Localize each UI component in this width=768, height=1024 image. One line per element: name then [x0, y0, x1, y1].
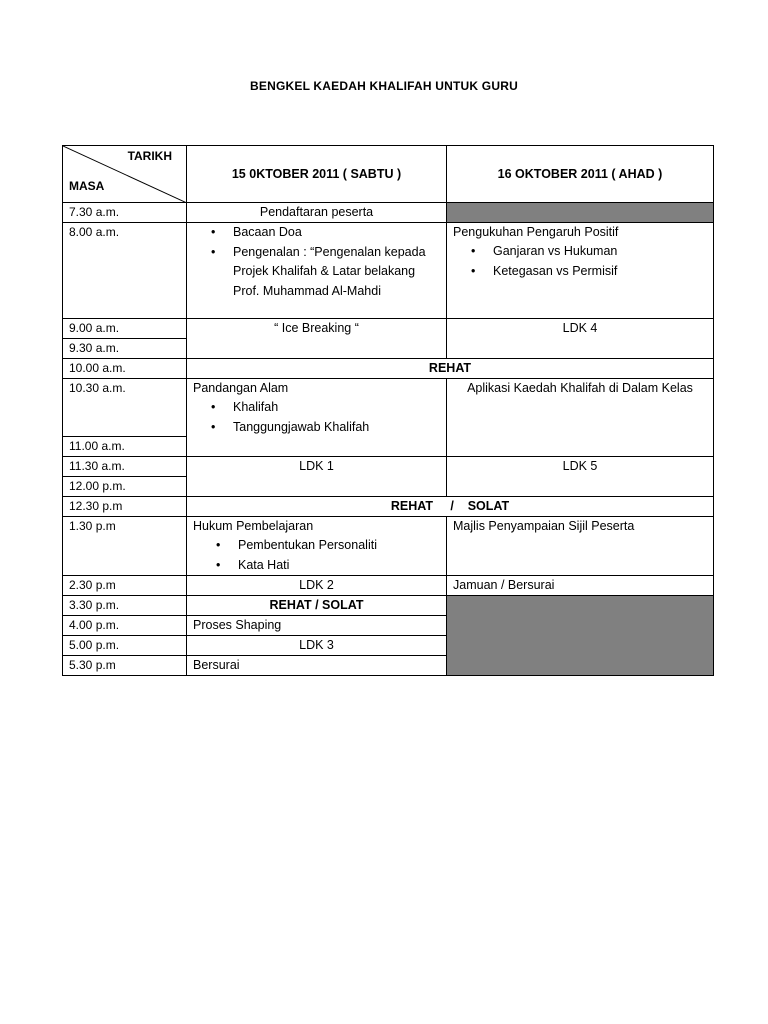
table-row — [63, 576, 714, 596]
day1-cell: LDK 3 — [187, 636, 447, 656]
day1-cell: Bersurai — [187, 656, 447, 676]
break-cell: REHAT — [187, 359, 714, 379]
day1-cell — [187, 517, 447, 576]
tarikh-label: TARIKH — [127, 149, 172, 163]
time-cell: 10.30 a.m. — [63, 379, 187, 437]
table-row — [63, 457, 714, 477]
time-cell: 5.30 p.m — [63, 656, 187, 676]
bullet-list — [193, 223, 440, 301]
table-row — [63, 223, 714, 319]
day1-cell: LDK 1 — [187, 457, 447, 497]
cell-heading: Pandangan Alam — [193, 381, 289, 395]
time-cell: 8.00 a.m. — [63, 223, 187, 319]
day1-cell — [187, 223, 447, 319]
schedule-table — [62, 145, 714, 676]
day2-cell: LDK 4 — [447, 319, 714, 359]
day2-header: 16 OKTOBER 2011 ( AHAD ) — [447, 146, 714, 203]
time-cell: 4.00 p.m. — [63, 616, 187, 636]
day2-empty-cell — [447, 596, 714, 676]
masa-label: MASA — [69, 179, 105, 193]
day1-cell: REHAT / SOLAT — [187, 596, 447, 616]
table-header-row — [63, 146, 714, 203]
list-item: • Kata Hati — [238, 556, 440, 576]
list-item: • Ganjaran vs Hukuman — [493, 242, 707, 262]
day2-cell: LDK 5 — [447, 457, 714, 497]
time-cell: 2.30 p.m — [63, 576, 187, 596]
table-row — [63, 379, 714, 437]
bullet-list — [453, 242, 707, 281]
day1-cell: LDK 2 — [187, 576, 447, 596]
list-item: • Pengenalan : “Pengenalan kepada Projek Khalifah & Latar belakang Prof. Muhammad Al-Mahdi — [233, 243, 440, 302]
cell-heading: Pengukuhan Pengaruh Positif — [453, 225, 619, 239]
time-cell: 12.00 p.m. — [63, 477, 187, 497]
table-row — [63, 359, 714, 379]
time-cell: 5.00 p.m. — [63, 636, 187, 656]
list-item: • Tanggungjawab Khalifah — [233, 418, 440, 438]
list-item: • Khalifah — [233, 398, 440, 418]
time-cell: 3.30 p.m. — [63, 596, 187, 616]
document-title: BENGKEL KAEDAH KHALIFAH UNTUK GURU — [250, 79, 518, 93]
list-item: • Pembentukan Personaliti — [238, 536, 440, 556]
time-cell: 12.30 p.m — [63, 497, 187, 517]
day2-cell: Jamuan / Bersurai — [447, 576, 714, 596]
break-cell: REHAT / SOLAT — [187, 497, 714, 517]
day1-cell: Proses Shaping — [187, 616, 447, 636]
day1-cell: Pendaftaran peserta — [187, 203, 447, 223]
table-row — [63, 319, 714, 339]
day2-cell: Aplikasi Kaedah Khalifah di Dalam Kelas — [447, 379, 714, 457]
time-cell: 11.30 a.m. — [63, 457, 187, 477]
table-row — [63, 517, 714, 576]
header-corner-cell — [63, 146, 187, 203]
day1-cell — [187, 379, 447, 457]
time-cell: 10.00 a.m. — [63, 359, 187, 379]
day1-header: 15 0KTOBER 2011 ( SABTU ) — [187, 146, 447, 203]
time-cell: 9.30 a.m. — [63, 339, 187, 359]
day1-cell: “ Ice Breaking “ — [187, 319, 447, 359]
bullet-list — [193, 536, 440, 575]
time-cell: 9.00 a.m. — [63, 319, 187, 339]
bullet-list — [193, 398, 440, 437]
table-row — [63, 497, 714, 517]
cell-heading: Hukum Pembelajaran — [193, 519, 314, 533]
list-item: • Bacaan Doa — [233, 223, 440, 243]
list-item: • Ketegasan vs Permisif — [493, 262, 707, 282]
table-row — [63, 596, 714, 616]
day2-cell: Majlis Penyampaian Sijil Peserta — [447, 517, 714, 576]
table-row — [63, 203, 714, 223]
time-cell: 11.00 a.m. — [63, 437, 187, 457]
time-cell: 1.30 p.m — [63, 517, 187, 576]
day2-cell — [447, 223, 714, 319]
time-cell: 7.30 a.m. — [63, 203, 187, 223]
day2-empty-cell — [447, 203, 714, 223]
